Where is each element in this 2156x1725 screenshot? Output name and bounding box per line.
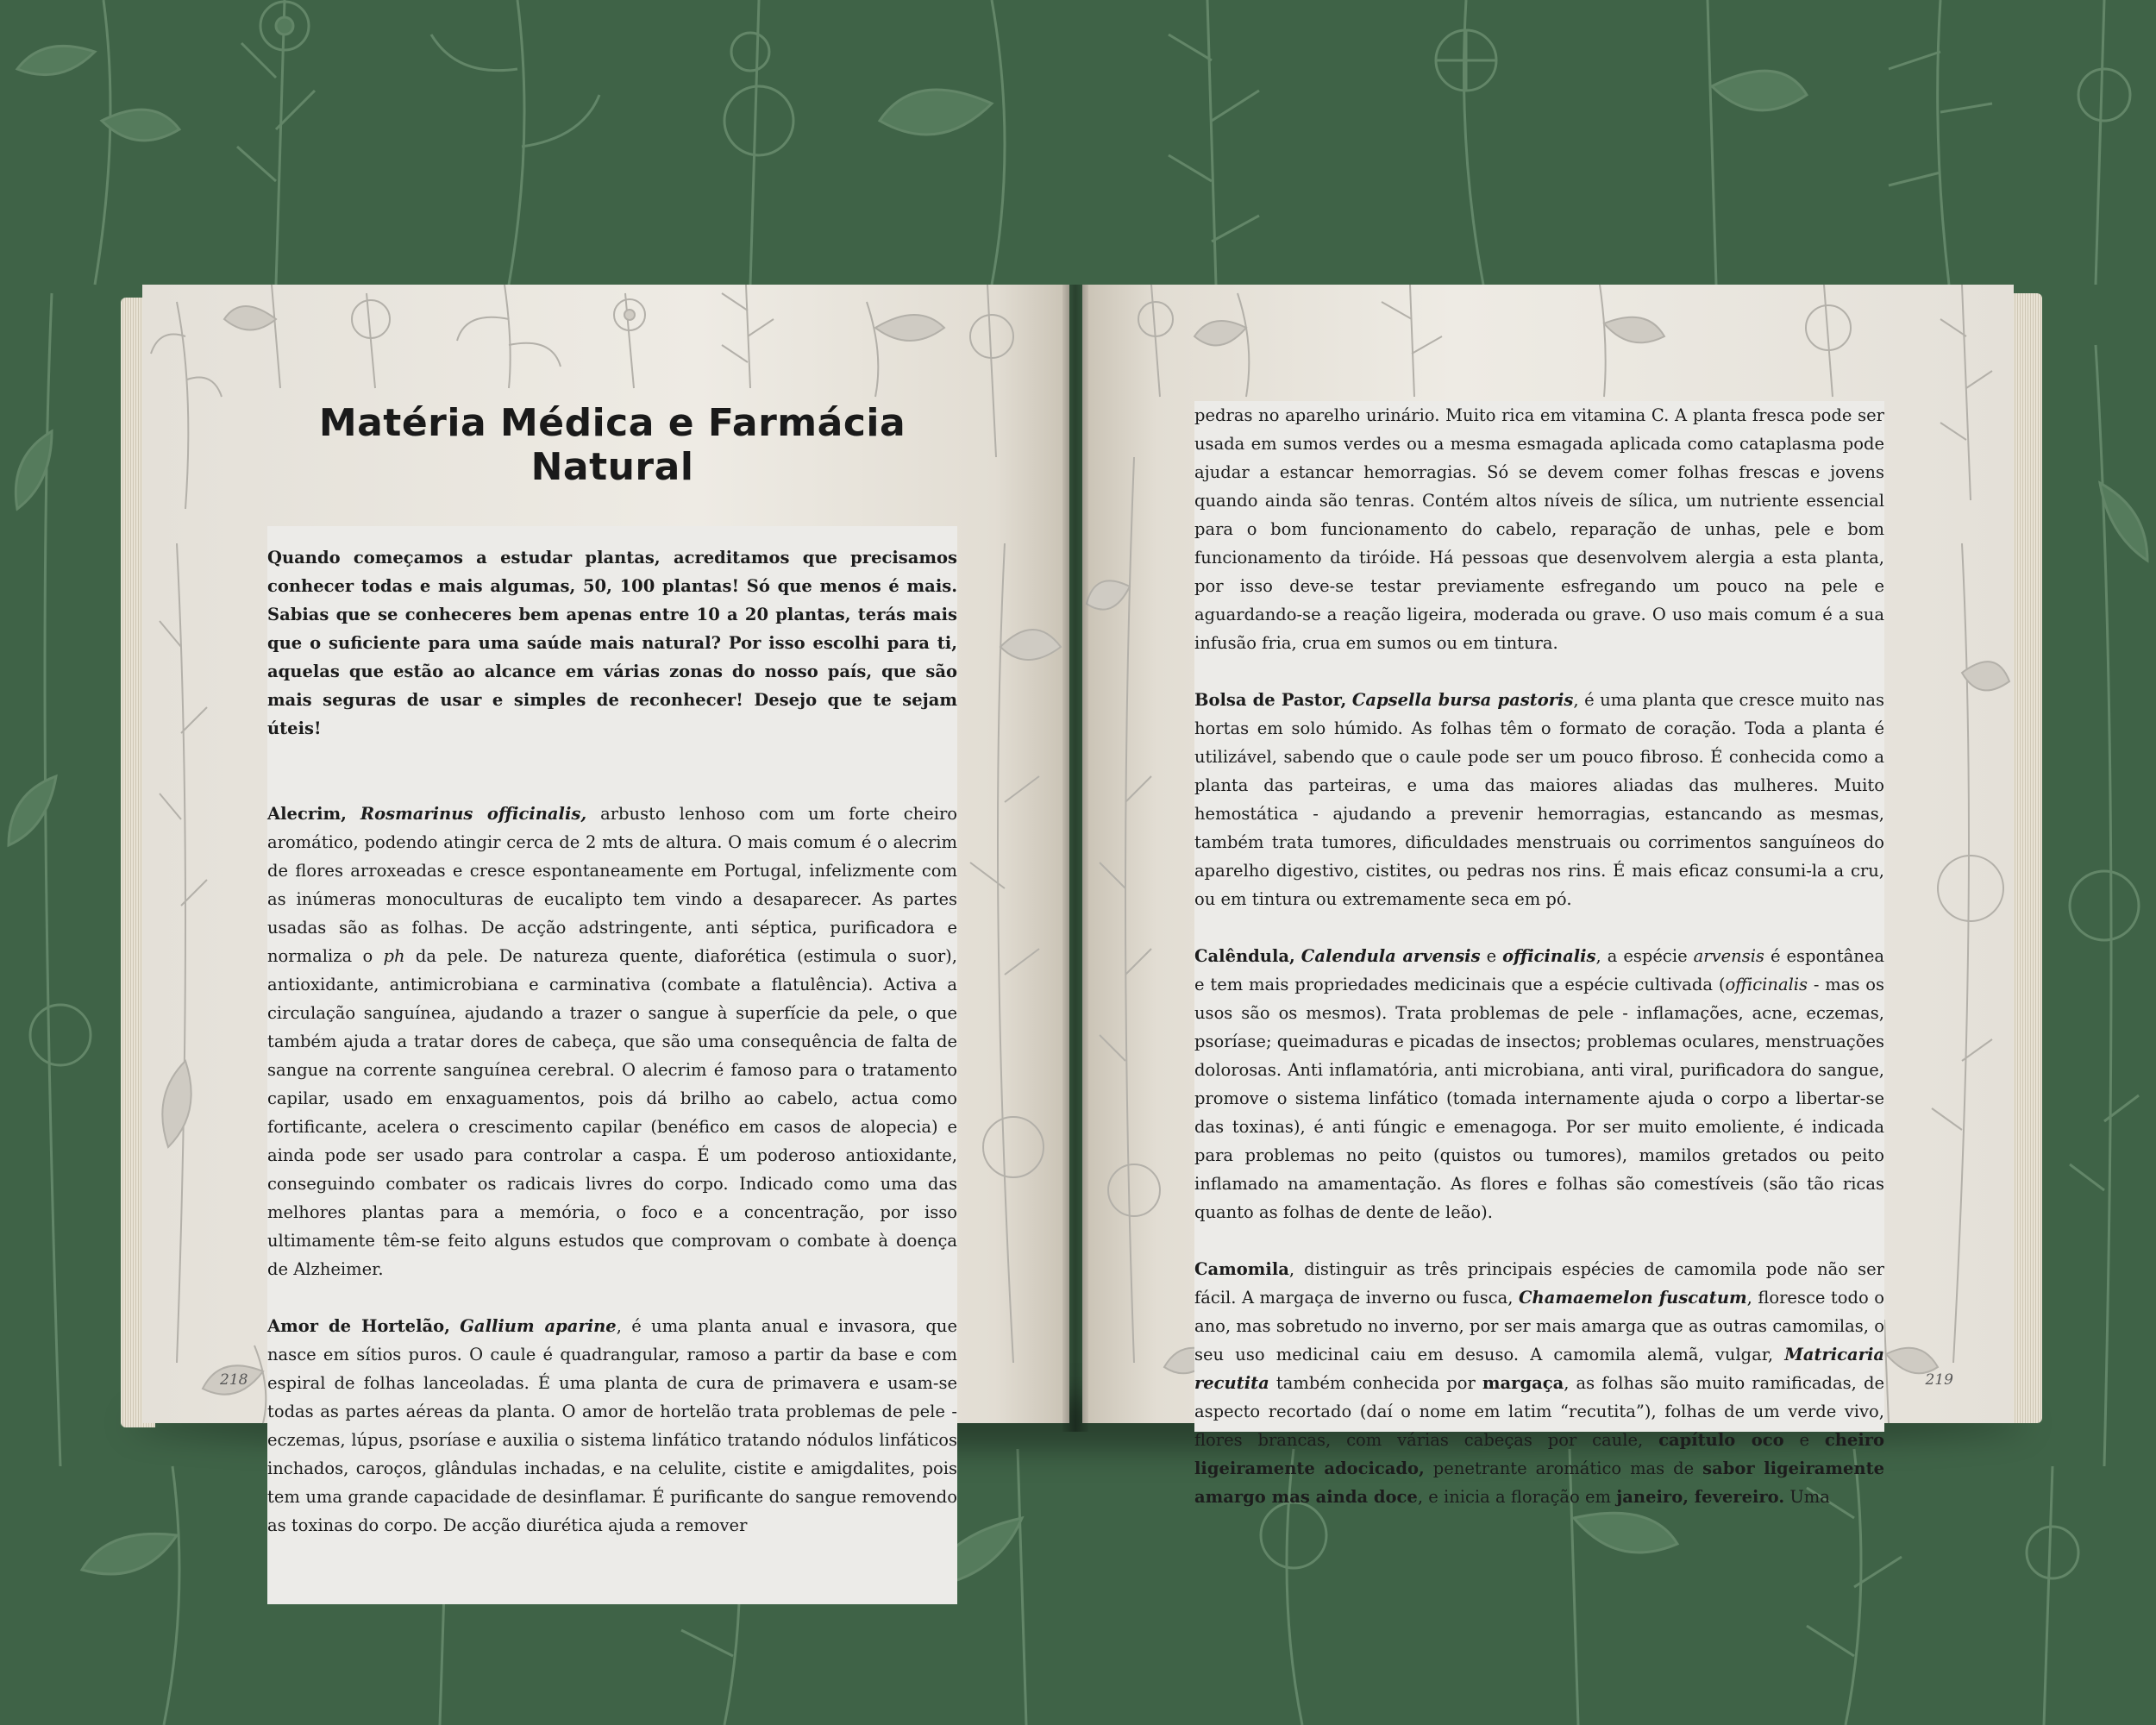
entry-calendula bbox=[1194, 942, 1884, 1226]
right-page bbox=[1082, 285, 2014, 1507]
entry-text: , é uma planta anual e invasora, que nasce em sítios puros. O caule é quadrangular, ramoso a partir da base e com espiral de folhas lanceoladas. É uma planta de cura de primavera e usam-se todas as partes aéreas da planta. O amor de hortelão trata problemas de pele - eczemas, lúpus, psoríase e auxilia o sistema linfático tratando nódulos linfáticos inchados, caroços, glândulas inchadas, e na celulite, cistite e amigdalites, pois tem uma grande capacidade de desinflamar. É purificante do sangue removendo as toxinas do corpo. De acção diurética ajuda a remover bbox=[267, 1316, 957, 1535]
chapter-title: Matéria Médica e Farmácia Natural bbox=[318, 401, 906, 489]
entry-camomila bbox=[1194, 1255, 1884, 1511]
bold-term: janeiro, fevereiro. bbox=[1616, 1487, 1785, 1507]
bold-term: sabor ligeiramente amargo mas ainda doce bbox=[1194, 1458, 1884, 1507]
entry-text: Uma bbox=[1784, 1487, 1830, 1507]
entry-text: , a espécie bbox=[1595, 946, 1694, 966]
entry-text: , é uma planta que cresce muito nas hortas em solo húmido. As folhas têm o formato de coração. Toda a planta é utilizável, sabendo que o caule pode ser um pouco fibroso. É conhecida como a planta das parteiras, e uma das maiores aliadas das mulheres. Muito hemostática - ajudando a prevenir hemorragias, estancando as mesmas, também trata tumores, dificuldades menstruais ou corrimentos sanguíneos do aparelho digestivo, cistites, ou pedras nos rins. É mais eficaz consumi-la a cru, ou em tintura ou extremamente seca em pó. bbox=[1194, 690, 1884, 909]
italic-term: arvensis bbox=[1693, 946, 1764, 966]
entry-text: da pele. De natureza quente, diaforética (estimula o suor), antioxidante, antimicrobiana e carminativa (combate a flatulência). Activa a circulação sanguínea, ajudando a trazer o sangue à superfície da pele, o que também ajuda a tratar dores de cabeça, que são uma consequência de falta de sangue na corrente sanguínea cerebral. O alecrim é famoso para o tratamento capilar, usado em enxaguamentos, pois dá brilho ao cabelo, actua como fortificante, acelera o crescimento capilar (benéfico em casos de alopecia) e ainda pode ser usado para controlar a caspa. É um poderoso antioxidante, conseguindo combater os radicais livres do corpo. Indicado como uma das melhores plantas para a memória, o foco e a concentração, por isso ultimamente têm-se feito alguns estudos que comprovam o combate à doença de Alzheimer. bbox=[267, 946, 957, 1279]
entry-alecrim bbox=[267, 800, 957, 1283]
entry-text: arbusto lenhoso com um forte cheiro aromático, podendo atingir cerca de 2 mts de altura. O mais comum é o alecrim de flores arroxeadas e cresce espontaneamente em Portugal, infelizmente com as inúmeras monoculturas de eucalipto tem vindo a desaparecer. As partes usadas são as folhas. De acção adstringente, anti séptica, purificadora e normaliza o bbox=[267, 804, 958, 966]
entry-name: Calêndula, bbox=[1194, 946, 1295, 966]
intro-paragraph: Quando começamos a estudar plantas, acreditamos que precisamos conhecer todas e mais algumas, 50, 100 plantas! Só que menos é mais. Sabias que se conheceres bem apenas entre 10 a 20 plantas, terás mais que o suficiente para uma saúde mais natural? Por isso escolhi para ti, aquelas que estão ao alcance em várias zonas do nosso país, que são mais seguras de usar e simples de reconhecer! Desejo que te sejam úteis! bbox=[267, 548, 957, 738]
entry-text: , distinguir as três principais espécies de camomila pode não ser fácil. A margaça de inverno ou fusca, bbox=[1194, 1259, 1884, 1308]
page-number-right: 219 bbox=[1925, 1371, 1953, 1389]
entry-text: é espontânea e tem mais propriedades medicinais que a espécie cultivada ( bbox=[1194, 946, 1884, 994]
continuation-paragraph: pedras no aparelho urinário. Muito rica em vitamina C. A planta fresca pode ser usada em sumos verdes ou a mesma esmagada aplicada como cataplasma pode ajudar a estancar hemorragias. Só se devem comer folhas frescas e jovens quando ainda são tenras. Contém altos níveis de sílica, um nutriente essencial para o bom funcionamento do cabelo, reparação de unhas, pele e bom funcionamento da tiróide. Há pessoas que desenvolvem alergia a esta planta, por isso deve-se testar previamente esfregando um pouco na pele e aguardando-se a reação ligeira, moderada ou grave. O uso mais comum é a sua infusão fria, crua em sumos ou em tintura. bbox=[1194, 405, 1884, 653]
bold-term: capítulo oco bbox=[1658, 1430, 1784, 1450]
entry-name: Alecrim, bbox=[267, 804, 347, 824]
entry-text: , as folhas são muito ramificadas, de aspecto recortado (daí o nome em latim “recutita”), folhas de um verde vivo, flores brancas, com várias cabeças por caule, bbox=[1194, 1373, 1885, 1450]
page-number-left: 218 bbox=[220, 1371, 248, 1389]
scientific-name: Chamaemelon fuscatum bbox=[1519, 1288, 1747, 1308]
entry-text: - mas os usos são os mesmos). Trata problemas de pele - inflamações, acne, eczemas, psoríase; queimaduras e picadas de insectos; problemas oculares, menstruações dolorosas. Anti inflamatória, anti microbiana, anti viral, purificadora do sangue, promove o sistema linfático (tomada internamente ajuda o corpo a libertar-se das toxinas), é anti fúngic e emenagoga. Por ser muito emoliente, é indicada para problemas no peito (quistos ou tumores), mamilos gretados ou peito inflamado na amamentação. As flores e folhas são comestíveis (são tão ricas quanto as folhas de dente de leão). bbox=[1194, 975, 1885, 1222]
left-page bbox=[142, 285, 1069, 1535]
entry-text: , e inicia a floração em bbox=[1417, 1487, 1617, 1507]
scientific-name: Gallium aparine bbox=[460, 1316, 617, 1336]
scientific-name: Calendula arvensis bbox=[1300, 946, 1481, 966]
scientific-name: officinalis bbox=[1502, 946, 1596, 966]
bold-term: margaça bbox=[1482, 1373, 1564, 1393]
entry-text: e bbox=[1783, 1430, 1825, 1450]
italic-term: officinalis bbox=[1725, 975, 1808, 994]
page-edges-right bbox=[2009, 293, 2042, 1423]
entry-text: e bbox=[1480, 946, 1503, 966]
entry-text: , floresce todo o ano, mas sobretudo no inverno, por ser mais amarga que as outras camomilas, o seu uso medicinal caiu em desuso. A camomila alemã, vulgar, bbox=[1194, 1288, 1884, 1364]
entry-text: penetrante aromático mas de bbox=[1424, 1458, 1703, 1478]
left-page-text bbox=[267, 526, 957, 1604]
entry-text: também conhecida por bbox=[1269, 1373, 1482, 1393]
entry-name: Camomila bbox=[1194, 1259, 1289, 1279]
entry-amor-de-hortelao bbox=[267, 1312, 957, 1540]
book-gutter bbox=[1062, 285, 1088, 1432]
ph-term: ph bbox=[383, 946, 405, 966]
entry-name: Bolsa de Pastor, bbox=[1194, 690, 1347, 710]
entry-name: Amor de Hortelão, bbox=[267, 1316, 450, 1336]
scientific-name: Rosmarinus officinalis, bbox=[360, 804, 587, 824]
bold-term: cheiro ligeiramente adocicado, bbox=[1194, 1430, 1885, 1478]
right-page-text bbox=[1194, 401, 1885, 1507]
scientific-name: Matricaria recutita bbox=[1194, 1345, 1884, 1393]
entry-bolsa-de-pastor bbox=[1194, 686, 1884, 913]
scientific-name: Capsella bursa pastoris bbox=[1351, 690, 1574, 710]
